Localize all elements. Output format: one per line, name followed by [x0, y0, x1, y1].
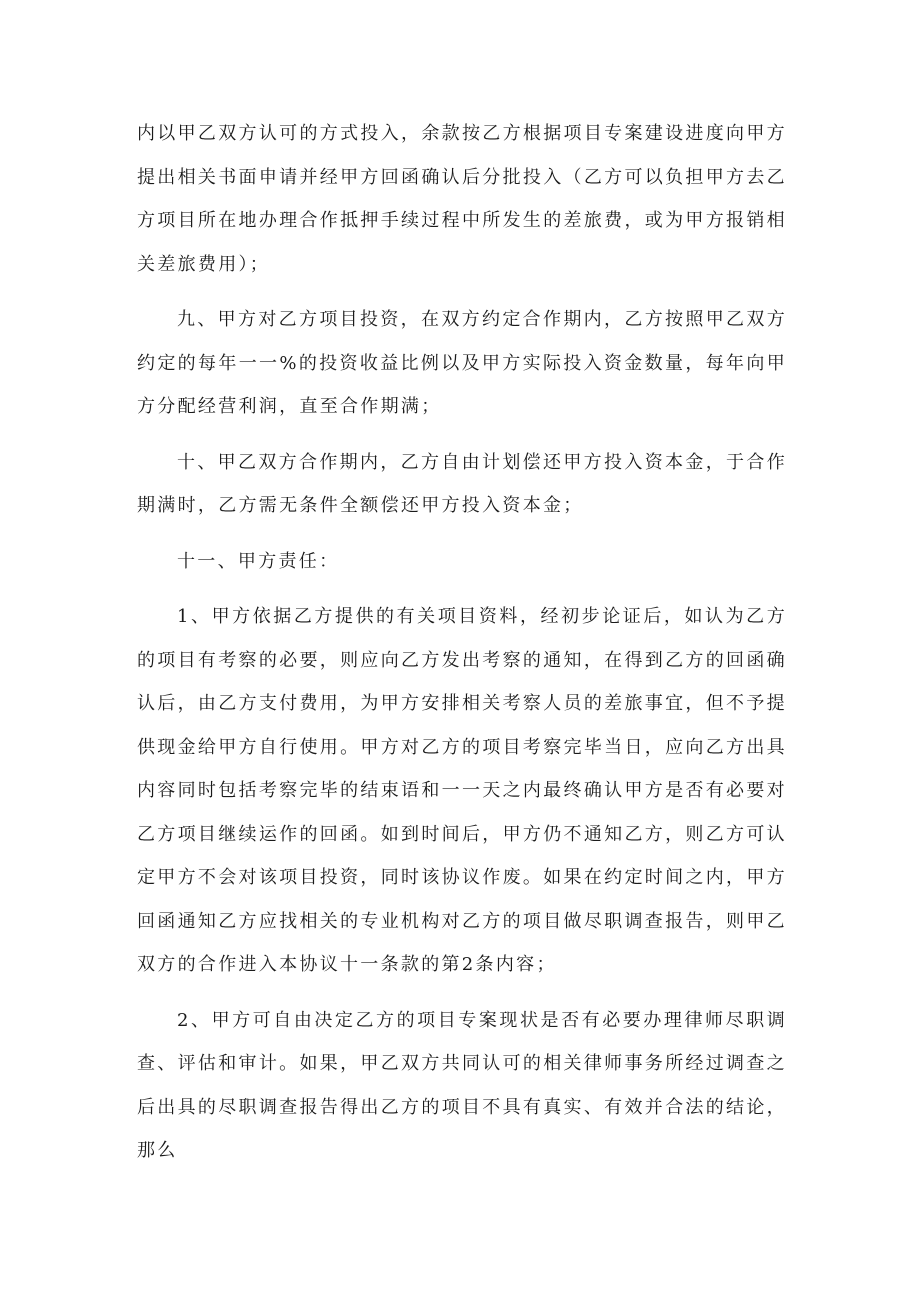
- document-body: [137, 112, 787, 1185]
- paragraph-continuation: 内以甲乙双方认可的方式投入，余款按乙方根据项目专案建设进度向甲方提出相关书面申请并经甲方回函确认后分批投入（乙方可以负担甲方去乙方项目所在地办理合作抵押手续过程中所发生的差旅费，或为甲方报销相关差旅费用）；: [137, 123, 787, 275]
- paragraph-clause-11-heading: 十一、甲方责任：: [177, 550, 340, 572]
- paragraph-clause-10: 十、甲乙双方合作期内，乙方自由计划偿还甲方投入资本金，于合作期满时，乙方需无条件全额偿还甲方投入资本金；: [137, 451, 787, 516]
- paragraph-clause-11-item-1: 1、甲方依据乙方提供的有关项目资料，经初步论证后，如认为乙方的项目有考察的必要，则应向乙方发出考察的通知，在得到乙方的回函确认后，由乙方支付费用，为甲方安排相关考察人员的差旅事宜，但不予提供现金给甲方自行使用。甲方对乙方的项目考察完毕当日，应向乙方出具内容同时包括考察完毕的结束语和一一天之内最终确认甲方是否有必要对乙方项目继续运作的回函。如到时间后，甲方仍不通知乙方，则乙方可认定甲方不会对该项目投资，同时该协议作废。如果在约定时间之内，甲方回函通知乙方应找相关的专业机构对乙方的项目做尽职调查报告，则甲乙双方的合作进入本协议十一条款的第2条内容；: [137, 606, 787, 975]
- paragraph-clause-9: 九、甲方对乙方项目投资，在双方约定合作期内，乙方按照甲乙双方约定的每年一一%的投资收益比例以及甲方实际投入资金数量，每年向甲方分配经营利润，直至合作期满；: [137, 309, 787, 417]
- paragraph-clause-11-item-2: 2、甲方可自由决定乙方的项目专案现状是否有必要办理律师尽职调查、评估和审计。如果，甲乙双方共同认可的相关律师事务所经过调查之后出具的尽职调查报告得出乙方的项目不具有真实、有效并合法的结论，那么: [137, 1009, 787, 1161]
